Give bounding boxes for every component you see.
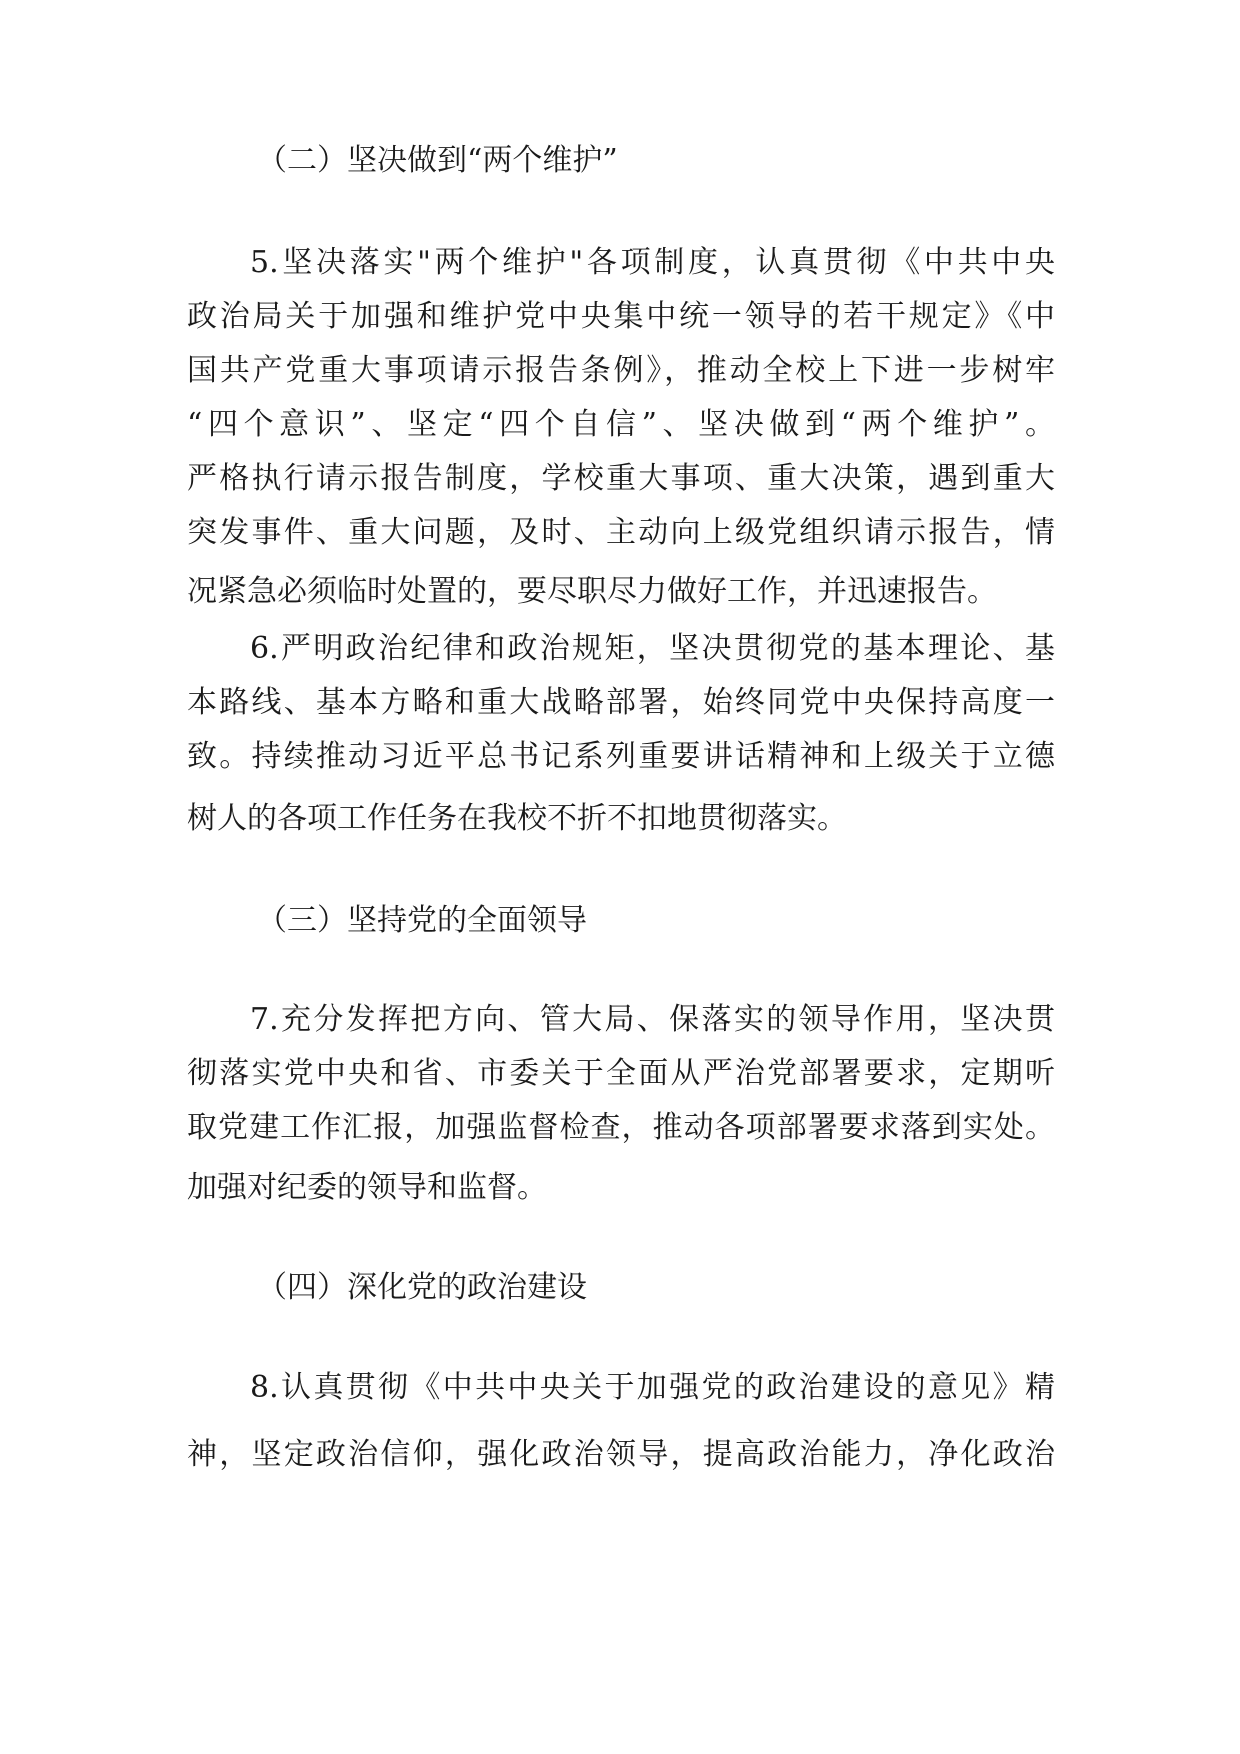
section-heading-2: （二）坚决做到“两个维护”	[257, 143, 618, 178]
paragraph-line: 突发事件、重大问题，及时、主动向上级党组织请示报告，情	[187, 515, 1055, 550]
paragraph-line: 5.坚决落实"两个维护"各项制度，认真贯彻《中共中央	[250, 245, 1055, 280]
paragraph-line: 树人的各项工作任务在我校不折不扣地贯彻落实。	[187, 801, 847, 836]
section-heading-3: （三）坚持党的全面领导	[257, 903, 587, 938]
paragraph-line: 严格执行请示报告制度，学校重大事项、重大决策，遇到重大	[187, 461, 1055, 496]
paragraph-line: 加强对纪委的领导和监督。	[187, 1170, 547, 1205]
paragraph-line: “四个意识”、坚定“四个自信”、坚决做到“两个维护”。	[187, 407, 1055, 442]
paragraph-line: 取党建工作汇报，加强监督检查，推动各项部署要求落到实处。	[187, 1110, 1055, 1145]
paragraph-line: 7.充分发挥把方向、管大局、保落实的领导作用，坚决贯	[250, 1002, 1055, 1037]
paragraph-line: 彻落实党中央和省、市委关于全面从严治党部署要求，定期听	[187, 1056, 1055, 1091]
paragraph-line: 国共产党重大事项请示报告条例》，推动全校上下进一步树牢	[187, 353, 1055, 388]
paragraph-line: 神，坚定政治信仰，强化政治领导，提高政治能力，净化政治	[187, 1437, 1055, 1472]
section-heading-4: （四）深化党的政治建设	[257, 1270, 587, 1305]
paragraph-line: 6.严明政治纪律和政治规矩，坚决贯彻党的基本理论、基	[250, 631, 1055, 666]
paragraph-line: 致。持续推动习近平总书记系列重要讲话精神和上级关于立德	[187, 739, 1055, 774]
paragraph-line: 本路线、基本方略和重大战略部署，始终同党中央保持高度一	[187, 685, 1055, 720]
paragraph-line: 8.认真贯彻《中共中央关于加强党的政治建设的意见》精	[250, 1370, 1055, 1405]
paragraph-line: 况紧急必须临时处置的，要尽职尽力做好工作，并迅速报告。	[187, 574, 997, 609]
paragraph-line: 政治局关于加强和维护党中央集中统一领导的若干规定》《中	[187, 299, 1055, 334]
